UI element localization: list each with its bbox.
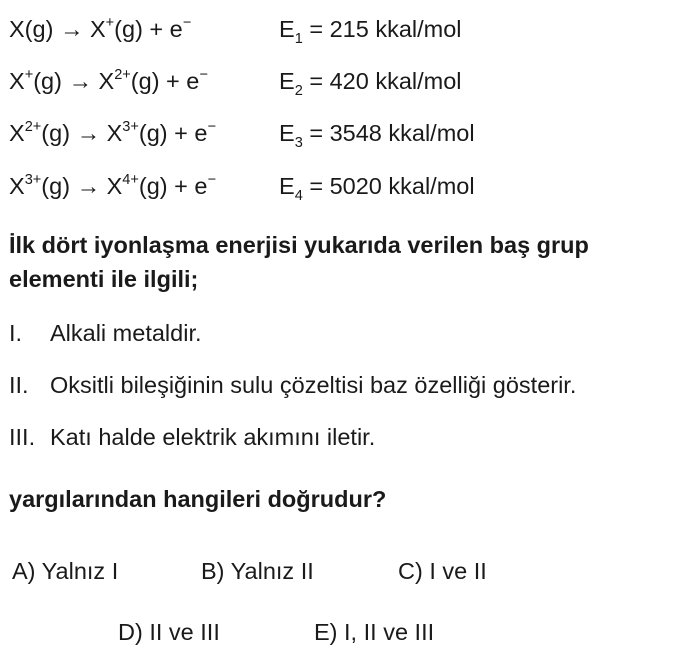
reaction-arrow: → <box>68 68 92 94</box>
reaction-1: X(g) → X+(g) + e− <box>9 15 192 42</box>
energy-2: $E_2 = 420$ kkal/mol <box>279 68 462 100</box>
equation-row-4 <box>9 172 475 205</box>
reaction-2: $X^+(g) \to X^{2+}(g) + e^-$ <box>9 67 208 94</box>
statement-text: Alkali metaldir. <box>50 320 202 346</box>
equation-row-2 <box>9 67 462 100</box>
equation-row-3 <box>9 119 475 152</box>
reaction-arrow: → <box>76 173 101 199</box>
energy-4: $E_4 = 5020$ kkal/mol <box>279 173 475 205</box>
statement-number: I. <box>9 320 23 346</box>
reaction-arrow: → <box>76 120 101 146</box>
reaction-arrow: → <box>59 16 84 42</box>
option-c[interactable]: C) I ve II <box>398 558 487 584</box>
statement-number: III. <box>9 424 36 450</box>
question-stem: İlk dört iyonlaşma enerjisi yukarıda verilen baş grup elementi ile ilgili; <box>9 232 589 292</box>
equation-row-1 <box>9 15 462 48</box>
statement-text: Katı halde elektrik akımını iletir. <box>50 424 376 450</box>
statement-number: II. <box>9 372 29 398</box>
statement-2 <box>9 374 576 398</box>
statement-3 <box>9 426 375 450</box>
reaction-4: $X^{3+}(g) \to X^{4+}(g) + e^-$ <box>9 172 216 199</box>
statement-text: Oksitli bileşiğinin sulu çözeltisi baz özelliği gösterir. <box>50 372 577 398</box>
energy-3: $E_3 = 3548$ kkal/mol <box>279 120 475 152</box>
option-e[interactable]: E) I, II ve III <box>314 619 435 645</box>
option-a[interactable]: A) Yalnız I <box>12 558 119 584</box>
statement-1 <box>9 322 202 346</box>
energy-1: $E_1 = 215$ kkal/mol <box>279 16 462 48</box>
option-b[interactable]: B) Yalnız II <box>201 558 314 584</box>
reaction-3: $X^{2+}(g) \to X^{3+}(g) + e^-$ <box>9 119 216 146</box>
question-tail: yargılarından hangileri doğrudur? <box>9 486 387 512</box>
option-d[interactable]: D) II ve III <box>118 619 220 645</box>
